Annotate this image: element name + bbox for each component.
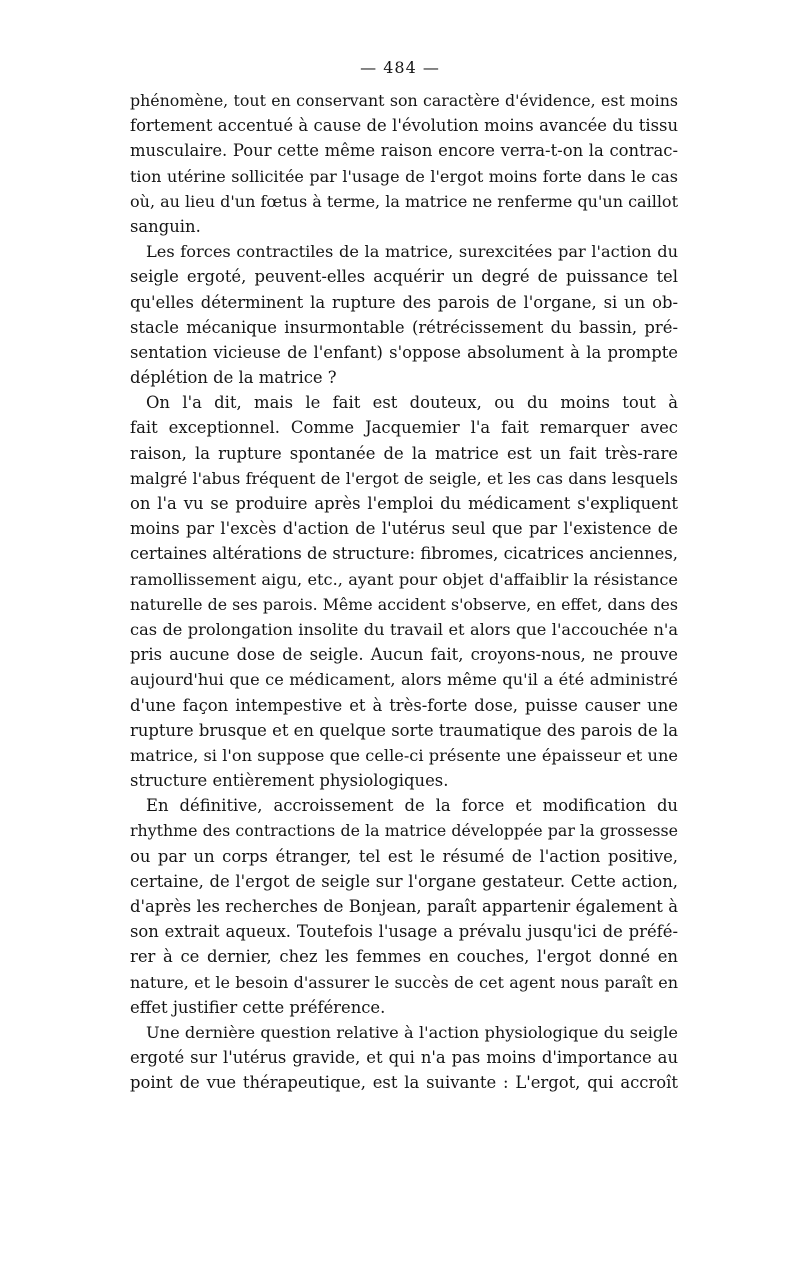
text-line: fortement accentué à cause de l'évolution moins avancée du tissu (130, 116, 678, 136)
paragraph-start-line: Une dernière question relative à l'action physiologique du seigle (146, 1022, 678, 1042)
text-line: naturelle de ses parois. Même accident s'observe, en effet, dans des (130, 594, 678, 614)
text-line: sentation vicieuse de l'enfant) s'oppose absolument à la prompte (130, 342, 678, 362)
page-number: — 484 — (360, 58, 440, 77)
text-line: fait exceptionnel. Comme Jacquemier l'a fait remarquer avec (130, 418, 678, 438)
text-line: matrice, si l'on suppose que celle-ci présente une épaisseur et une (130, 745, 678, 765)
paragraph-end-line: déplétion de la matrice ? (130, 368, 337, 388)
paragraph-end-line: effet justifier cette préférence. (130, 997, 386, 1017)
text-line: certaines altérations de structure: fibromes, cicatrices anciennes, (130, 544, 678, 564)
text-line: aujourd'hui que ce médicament, alors même qu'il a été administré (130, 670, 678, 690)
text-line: stacle mécanique insurmontable (rétrécissement du bassin, pré- (130, 317, 678, 337)
text-line: d'après les recherches de Bonjean, paraît appartenir également à (130, 897, 678, 916)
paragraph-start-line: Les forces contractiles de la matrice, surexcitées par l'action du (146, 242, 678, 262)
text-line: pris aucune dose de seigle. Aucun fait, croyons-nous, ne prouve (130, 645, 678, 665)
text-line: seigle ergoté, peuvent-elles acquérir un degré de puissance tel (130, 267, 678, 287)
text-line: on l'a vu se produire après l'emploi du médicament s'expliquent (130, 494, 678, 513)
text-line: musculaire. Pour cette même raison encore verra-t-on la contrac- (130, 141, 678, 161)
text-line: ergoté sur l'utérus gravide, et qui n'a pas moins d'importance au (130, 1048, 678, 1068)
text-line: phénomène, tout en conservant son caractère d'évidence, est moins (130, 91, 678, 110)
text-line: rhythme des contractions de la matrice développée par la grossesse (130, 821, 678, 841)
text-line: rupture brusque et en quelque sorte traumatique des parois de la (130, 720, 678, 740)
body-text (130, 88, 678, 1096)
text-line: malgré l'abus fréquent de l'ergot de seigle, et les cas dans lesquels (130, 468, 678, 488)
text-line: cas de prolongation insolite du travail et alors que l'accouchée n'a (130, 619, 678, 639)
text-line: certaine, de l'ergot de seigle sur l'organe gestateur. Cette action, (130, 871, 678, 891)
text-line: où, au lieu d'un fœtus à terme, la matrice ne renferme qu'un caillot (130, 191, 678, 211)
text-line: ou par un corps étranger, tel est le résumé de l'action positive, (130, 846, 678, 866)
text-line: nature, et le besoin d'assurer le succès de cet agent nous paraît en (130, 972, 678, 992)
text-line: rer à ce dernier, chez les femmes en couches, l'ergot donné en (130, 947, 678, 967)
text-line: tion utérine sollicitée par l'usage de l'ergot moins forte dans le cas (130, 166, 678, 186)
text-line: point de vue thérapeutique, est la suivante : L'ergot, qui accroît (130, 1073, 678, 1093)
paragraph-start-line: On l'a dit, mais le fait est douteux, ou du moins tout à (146, 393, 678, 413)
text-line: qu'elles déterminent la rupture des parois de l'organe, si un ob- (130, 292, 678, 312)
paragraph-end-line: structure entièrement physiologiques. (130, 771, 449, 791)
text-line: moins par l'excès d'action de l'utérus seul que par l'existence de (130, 519, 678, 539)
text-line: son extrait aqueux. Toutefois l'usage a prévalu jusqu'ici de préfé- (130, 922, 678, 942)
text-line: d'une façon intempestive et à très-forte dose, puisse causer une (130, 695, 678, 715)
text-line: raison, la rupture spontanée de la matrice est un fait très-rare (130, 443, 678, 463)
text-line: ramollissement aigu, etc., ayant pour objet d'affaiblir la résistance (130, 569, 678, 589)
paragraph-end-line: sanguin. (130, 216, 201, 236)
paragraph-start-line: En définitive, accroissement de la force et modification du (146, 796, 678, 816)
